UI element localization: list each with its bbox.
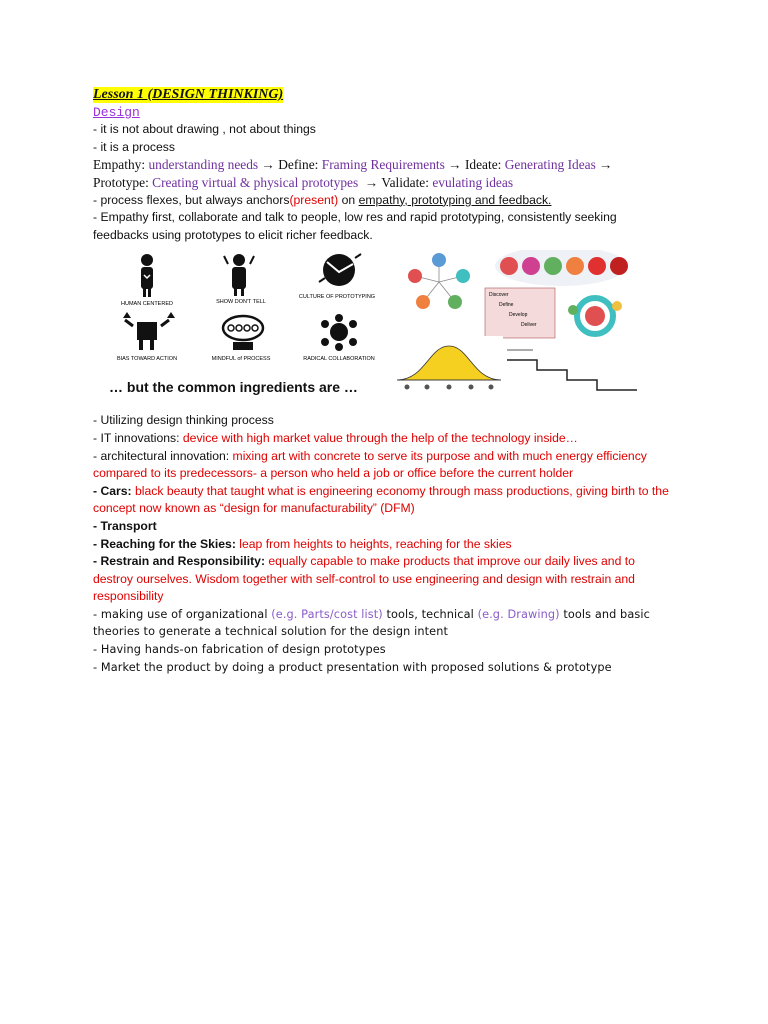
market-line: - Market the product by doing a product presentation with proposed solutions & prototype: [93, 660, 612, 674]
ingredients-figure: [103, 250, 385, 396]
bell-curve-diagram: [395, 336, 503, 392]
node-cycle-diagram: [408, 253, 470, 309]
show-dont-tell-icon: [224, 254, 254, 296]
list-item-4: [93, 518, 683, 536]
radical-collaboration-icon: [321, 314, 357, 351]
list-item-6: [93, 553, 673, 606]
list-3-label: - Cars:: [93, 483, 132, 498]
validate-label: → Validate:: [358, 174, 429, 190]
list-2-text: mixing art with concrete to serve its purpose and with much energy efficiency compared to its predecessors- a person who held a job or office before the current holder: [93, 448, 647, 481]
flex-on: on: [338, 192, 359, 207]
step-3: Deliver: [521, 322, 537, 329]
gear-cycle-diagram: [568, 298, 622, 334]
ingredients-icons: [103, 250, 385, 376]
list-0-label: - Utilizing design thinking process: [93, 413, 274, 428]
design-heading: Design: [93, 104, 140, 120]
tools-a: - making use of organizational: [93, 607, 272, 621]
list-item-3: [93, 483, 679, 518]
process-line-2: [93, 174, 683, 192]
list-1-label: - IT innovations:: [93, 430, 180, 445]
list-4-label: - Transport: [93, 518, 157, 533]
human-centered-icon: [141, 254, 153, 297]
step-2: Develop: [509, 312, 528, 319]
bullet-not-drawing: - it is not about drawing , not about things: [93, 122, 316, 137]
mindful-of-process-icon: [223, 316, 263, 350]
staircase-diagram: [507, 350, 637, 390]
define-label: → Define:: [258, 157, 319, 173]
process-line-1: [93, 156, 683, 174]
empathy-label: Empathy:: [93, 157, 146, 173]
list-2-label: - architectural innovation:: [93, 448, 230, 463]
ideate-label: → Ideate:: [444, 157, 502, 173]
figure-row: [93, 250, 683, 400]
step-0: Discover: [489, 292, 509, 299]
prototype-text: Creating virtual & physical prototypes: [152, 174, 359, 190]
list-item-0: [93, 412, 683, 430]
list-item-1: [93, 430, 683, 448]
icon-label-1: SHOW DON'T TELL: [216, 299, 266, 306]
icon-label-2: CULTURE OF PROTOTYPING: [298, 294, 376, 301]
circles-row-diagram: [495, 250, 628, 286]
tools-e: tools and basic theories to generate a technical solution for the design intent: [93, 607, 650, 639]
step-1: Define: [499, 302, 514, 309]
process-diagrams: [395, 250, 643, 396]
document-body: [93, 86, 683, 676]
tools-b: (e.g. Parts/cost list): [271, 607, 383, 621]
design-heading-row: [93, 104, 683, 122]
bullet-process: - it is a process: [93, 139, 175, 154]
empathy-text: understanding needs: [148, 157, 259, 173]
empathy-first-paragraph: - Empathy first, collaborate and talk to people, low res and rapid prototyping, consistently seeking feedbacks using prototypes to elicit richer feedback.: [93, 210, 617, 242]
tools-d: (e.g. Drawing): [477, 607, 560, 621]
validate-text: evulating ideas: [432, 174, 514, 190]
tools-line: [93, 606, 683, 641]
prototype-label: Prototype:: [93, 174, 149, 190]
list-3-text: black beauty that taught what is engineering economy through mass productions, giving birth to the concept now known as “design for manufacturability” (DFM): [93, 483, 669, 516]
lesson-title-row: [93, 86, 683, 104]
define-text: Framing Requirements: [321, 157, 445, 173]
lesson-title: Lesson 1 (DESIGN THINKING): [93, 87, 284, 102]
ingredients-caption: … but the common ingredients are …: [109, 378, 358, 395]
tools-c: tools, technical: [382, 607, 478, 621]
icon-label-3: BIAS TOWARD ACTION: [116, 356, 178, 363]
list-6-text: equally capable to make products that improve our daily lives and to destroy ourselves. Wisdom together with self-control to use engineering and design with restrain and responsibility: [93, 554, 635, 604]
arrow-end: →: [595, 157, 613, 173]
flex-line: [93, 192, 683, 210]
culture-of-prototyping-icon: [319, 254, 361, 286]
icon-label-5: RADICAL COLLABORATION: [303, 356, 375, 363]
flex-prefix: - process flexes, but always anchors: [93, 192, 290, 207]
ideate-text: Generating Ideas: [504, 157, 596, 173]
bias-toward-action-icon: [123, 312, 175, 350]
list-5-label: - Reaching for the Skies:: [93, 536, 236, 551]
icon-label-4: MINDFUL of PROCESS: [211, 356, 271, 363]
icon-label-0: HUMAN CENTERED: [121, 301, 173, 308]
list-6-label: - Restrain and Responsibility:: [93, 554, 266, 569]
double-diamond-steps: [485, 288, 555, 338]
list-item-5: [93, 536, 683, 554]
flex-underlined: empathy, prototyping and feedback.: [358, 192, 552, 207]
handson-line: - Having hands-on fabrication of design prototypes: [93, 643, 386, 657]
list-1-text: device with high market value through the help of the technology inside…: [179, 430, 578, 445]
list-5-text: leap from heights to heights, reaching for the skies: [235, 536, 512, 551]
list-item-2: [93, 448, 683, 483]
flex-present: (present): [289, 192, 339, 207]
process-diagrams-figure: [395, 250, 643, 396]
